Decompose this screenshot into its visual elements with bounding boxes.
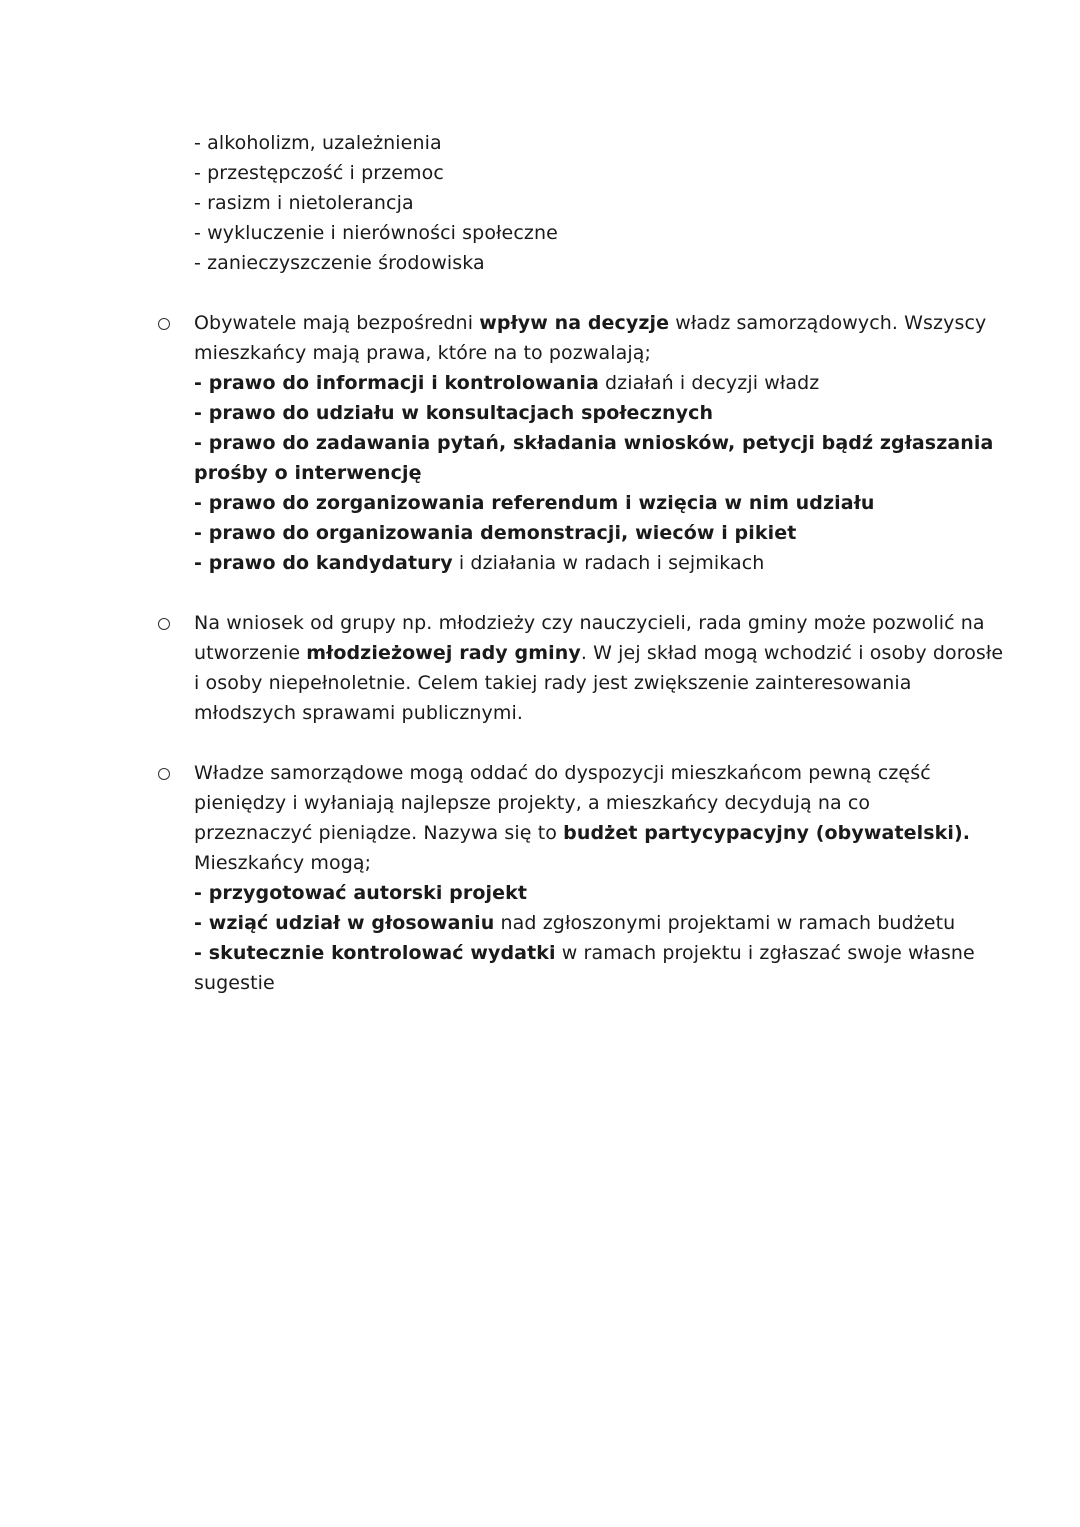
circle-bullet-icon: [158, 618, 170, 630]
paragraph-line: i osoby niepełnoletnie. Celem takiej rady jest zwiększenie zainteresowania: [194, 672, 912, 694]
list-item: - prawo do kandydatury i działania w radach i sejmikach: [194, 552, 765, 574]
list-item: - przygotować autorski projekt: [194, 882, 528, 904]
paragraph-line: Mieszkańcy mogą;: [194, 852, 372, 874]
list-item: - prawo do zorganizowania referendum i wzięcia w nim udziału: [194, 492, 875, 514]
paragraph-line: Obywatele mają bezpośredni wpływ na decyzje władz samorządowych. Wszyscy: [194, 312, 987, 334]
list-item: - rasizm i nietolerancja: [194, 192, 414, 214]
list-item: - skutecznie kontrolować wydatki w ramach projektu i zgłaszać swoje własne: [194, 942, 975, 964]
list-item: - wziąć udział w głosowaniu nad zgłoszonymi projektami w ramach budżetu: [194, 912, 956, 934]
list-item-continuation: sugestie: [194, 972, 275, 994]
list-item: - prawo do udziału w konsultacjach społecznych: [194, 402, 714, 424]
circle-bullet-icon: [158, 768, 170, 780]
paragraph-line: Na wniosek od grupy np. młodzieży czy nauczycieli, rada gminy może pozwolić na: [194, 612, 985, 634]
section-youth-council: [194, 608, 1003, 728]
bold-term: budżet partycypacyjny (obywatelski).: [563, 822, 971, 844]
list-item: - prawo do informacji i kontrolowania działań i decyzji władz: [194, 372, 820, 394]
paragraph-line: młodszych sprawami publicznymi.: [194, 702, 524, 724]
list-item: - prawo do zadawania pytań, składania wniosków, petycji bądź zgłaszania: [194, 432, 994, 454]
list-item-continuation: prośby o interwencję: [194, 462, 422, 484]
list-item: - alkoholizm, uzależnienia: [194, 132, 442, 154]
paragraph-line: utworzenie młodzieżowej rady gminy. W jej skład mogą wchodzić i osoby dorosłe: [194, 642, 1004, 664]
paragraph-line: przeznaczyć pieniądze. Nazywa się to budżet partycypacyjny (obywatelski).: [194, 822, 971, 844]
paragraph-line: mieszkańcy mają prawa, które na to pozwalają;: [194, 342, 651, 364]
list-item: - zanieczyszczenie środowiska: [194, 252, 485, 274]
paragraph-line: Władze samorządowe mogą oddać do dyspozycji mieszkańcom pewną część: [194, 762, 931, 784]
bold-term: wpływ na decyzje: [479, 312, 670, 334]
section-participatory-budget: [194, 758, 975, 998]
problems-list: [194, 128, 558, 278]
paragraph-line: pieniędzy i wyłaniają najlepsze projekty, a mieszkańcy decydują na co: [194, 792, 871, 814]
list-item: - prawo do organizowania demonstracji, wieców i pikiet: [194, 522, 797, 544]
circle-bullet-icon: [158, 318, 170, 330]
bold-term: młodzieżowej rady gminy: [306, 642, 581, 664]
section-citizen-rights: [194, 308, 993, 578]
list-item: - przestępczość i przemoc: [194, 162, 444, 184]
list-item: - wykluczenie i nierówności społeczne: [194, 222, 558, 244]
